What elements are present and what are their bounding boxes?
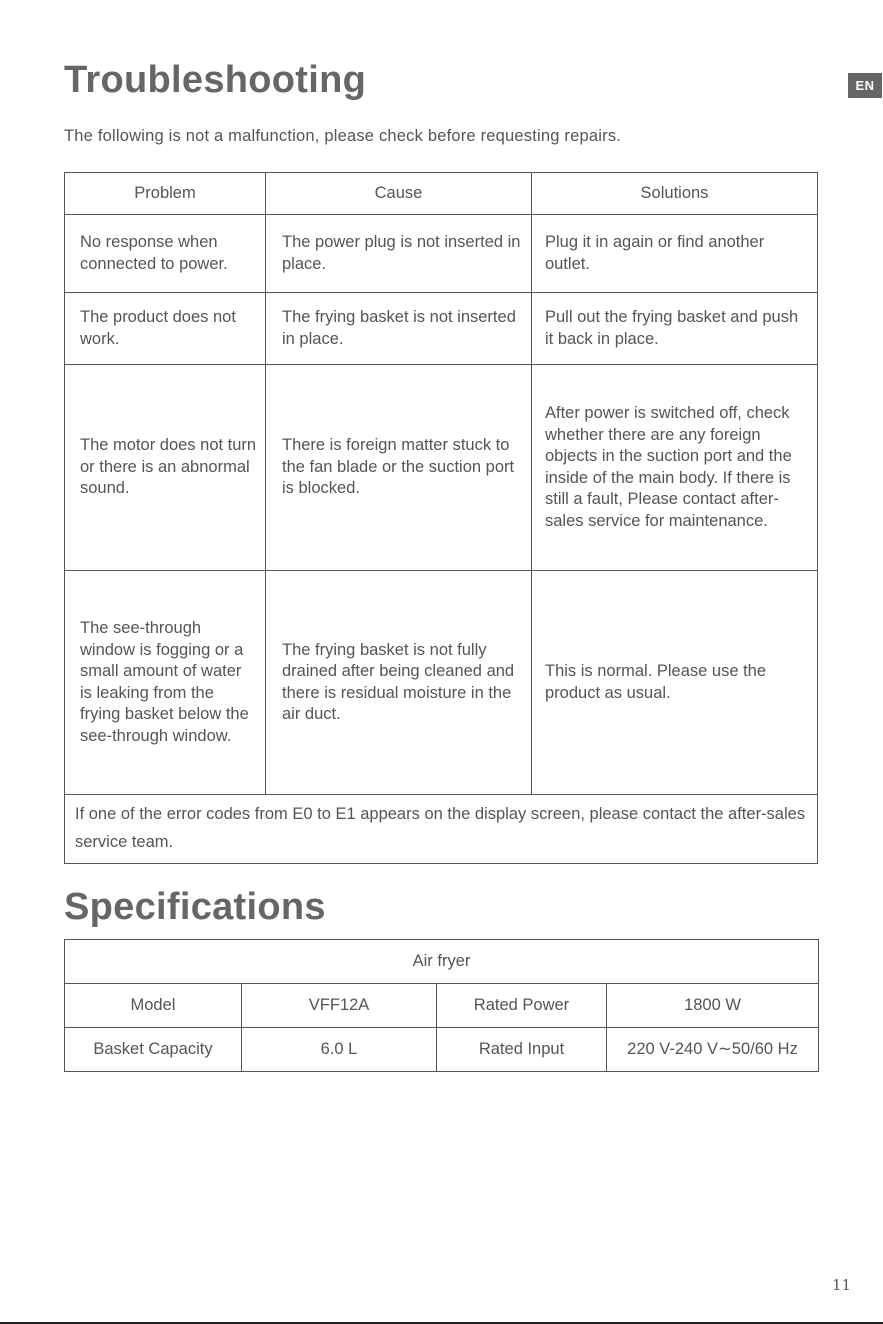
cause-cell: There is foreign matter stuck to the fan blade or the suction port is blocked. bbox=[266, 365, 532, 571]
spec-label-model: Model bbox=[65, 984, 242, 1028]
spec-label-rated-input: Rated Input bbox=[437, 1028, 607, 1072]
spec-label-rated-power: Rated Power bbox=[437, 984, 607, 1028]
table-header-row bbox=[65, 173, 818, 215]
page-number: 11 bbox=[832, 1276, 852, 1294]
spec-value-rated-power: 1800 W bbox=[607, 984, 819, 1028]
cause-cell: The power plug is not inserted in place. bbox=[266, 215, 532, 293]
cause-cell: The frying basket is not fully drained after being cleaned and there is residual moisture in the air duct. bbox=[266, 571, 532, 795]
table-row bbox=[65, 365, 818, 571]
error-code-note: If one of the error codes from E0 to E1 appears on the display screen, please contact the after-sales service team. bbox=[65, 795, 818, 864]
problem-cell: The see-through window is fogging or a small amount of water is leaking from the frying basket below the see-through window. bbox=[65, 571, 266, 795]
cause-cell: The frying basket is not inserted in place. bbox=[266, 293, 532, 365]
language-badge: EN bbox=[848, 73, 882, 98]
specifications-table bbox=[64, 939, 819, 1072]
solution-cell: Plug it in again or find another outlet. bbox=[532, 215, 818, 293]
solution-cell: This is normal. Please use the product as usual. bbox=[532, 571, 818, 795]
solution-cell: Pull out the frying basket and push it back in place. bbox=[532, 293, 818, 365]
column-header-problem: Problem bbox=[65, 173, 266, 215]
troubleshooting-intro: The following is not a malfunction, please check before requesting repairs. bbox=[64, 127, 622, 145]
problem-cell: The motor does not turn or there is an abnormal sound. bbox=[65, 365, 266, 571]
table-row bbox=[65, 293, 818, 365]
column-header-solutions: Solutions bbox=[532, 173, 818, 215]
spec-row bbox=[65, 984, 819, 1028]
troubleshooting-table bbox=[64, 172, 818, 864]
spec-value-model: VFF12A bbox=[242, 984, 437, 1028]
troubleshooting-title: Troubleshooting bbox=[64, 59, 367, 101]
spec-row bbox=[65, 1028, 819, 1072]
problem-cell: The product does not work. bbox=[65, 293, 266, 365]
table-row bbox=[65, 571, 818, 795]
spec-value-basket-capacity: 6.0 L bbox=[242, 1028, 437, 1072]
spec-label-basket-capacity: Basket Capacity bbox=[65, 1028, 242, 1072]
note-row bbox=[65, 795, 818, 864]
spec-header-row bbox=[65, 940, 819, 984]
specifications-title: Specifications bbox=[64, 886, 326, 928]
column-header-cause: Cause bbox=[266, 173, 532, 215]
spec-value-rated-input: 220 V-240 V∼50/60 Hz bbox=[607, 1028, 819, 1072]
solution-cell: After power is switched off, check whether there are any foreign objects in the suction port and the inside of the main body. If there is still a fault, Please contact after-sales service for maintenance. bbox=[532, 365, 818, 571]
product-name: Air fryer bbox=[65, 940, 819, 984]
table-row bbox=[65, 215, 818, 293]
problem-cell: No response when connected to power. bbox=[65, 215, 266, 293]
